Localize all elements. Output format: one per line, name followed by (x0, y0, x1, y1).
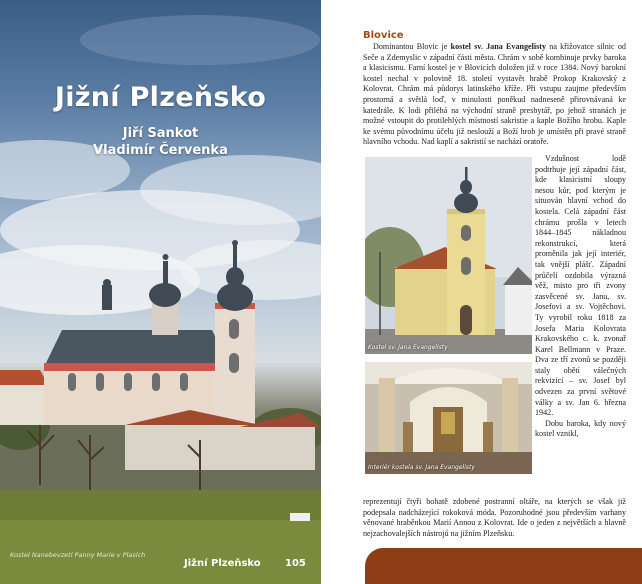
outro-paragraph: reprezentují čtyři bohatě zdobené postranní oltáře, na kterých se však již podepsala nadcházející rokoková móda. Pozoruhodné jsou především varhany věnované hraběnkou Marií Annou z Kolovrat. Ide o jeden z největších a hlavně nejzachovalejších nástrojů na jižním Plzeňsku. (363, 497, 626, 538)
section-heading: Blovice (363, 30, 404, 41)
book-page (321, 0, 642, 584)
footer-book-title: Jižní Plzeňsko (184, 558, 261, 569)
church-interior-image (365, 362, 532, 474)
outro-text (363, 497, 626, 539)
cover-author: Vladimír Červenka (93, 143, 228, 158)
cover-author: Jiří Sankot (122, 126, 199, 141)
column-paragraph: Dobu baroka, kdy nový kostel vznikl, (535, 418, 626, 439)
column-paragraph: Vzdušnost lodě podtrhuje její západní část, kde klasicistní sloupy nesou kůr, pod kterým je situován hlavní vchod do kostela. Celá západní část chrámu prošla v letech 1844–1845 nákladnou rekonstrukcí, která proměnila jak její interiér, tak vnější plášť. Západní průčelí ozdobila výrazná věž, misto pro tři zvony zasvěcené sv. Janu, sv. Josefovi a sv. Vojtěchovi. Ty vyrobil roku 1818 za Josefa Maria Kolovrata Krakovského c. k. zvonař Karel Bellmann v Praze. Dva ze tří zvonů se později staly obětí válečných rekvizicí – sv. Josef byl odvezen za první světové války a sv. Jan 6. března 1942. (535, 154, 626, 418)
page-number: 105 (285, 558, 306, 569)
intro-paragraph (363, 42, 626, 148)
church-interior-photo (365, 362, 532, 474)
text-span: Dominantou Blovic je (373, 42, 451, 51)
footer-bar (365, 548, 642, 584)
cover-title: Jižní Plzeňsko (54, 82, 267, 113)
church-illustration (0, 235, 321, 584)
intro-text (363, 42, 626, 148)
church-exterior-photo (365, 157, 532, 354)
church-exterior-image (365, 157, 532, 354)
photo-caption: Interiér kostela sv. Jana Evangelisty (368, 464, 475, 471)
cover-photo-caption: Kostel Nanebevzetí Panny Marie v Plasích (10, 551, 146, 559)
photo-caption: Kostel sv. Jana Evangelisty (368, 344, 448, 351)
church-name: kostel sv. Jana Evangelisty (450, 42, 547, 51)
text-span: na křižovatce silnic od Seče a Zdemyslic v západní části města. Chrám v sobě kombinuje prvky baroka a klasicismu. Farní kostel je v Blovicích doložen již v roce 1384. Nový barokní kostel nechal v polovině 18. století vystavět hrabě Prokop Krakovský z Kolovrat. Chrám má půdorys latinského kříže. Při vstupu zaujme především prostorná a světlá loď, v minulosti poněkud nadneseně přirovnávaná ke katedrále. K lodi přiléhá na východní straně presbytář, po jehož stranách je možné vstoupit do protilehlých místností sakristie a kaple Božího hrobu. Kaple ke svému původnímu účelu již neslouží a Boží hrob je umístěn při pravé straně hlavního vchodu. Nad kaplí a sakristií se nachází oratoře. (363, 42, 626, 147)
side-column-text (535, 154, 626, 496)
